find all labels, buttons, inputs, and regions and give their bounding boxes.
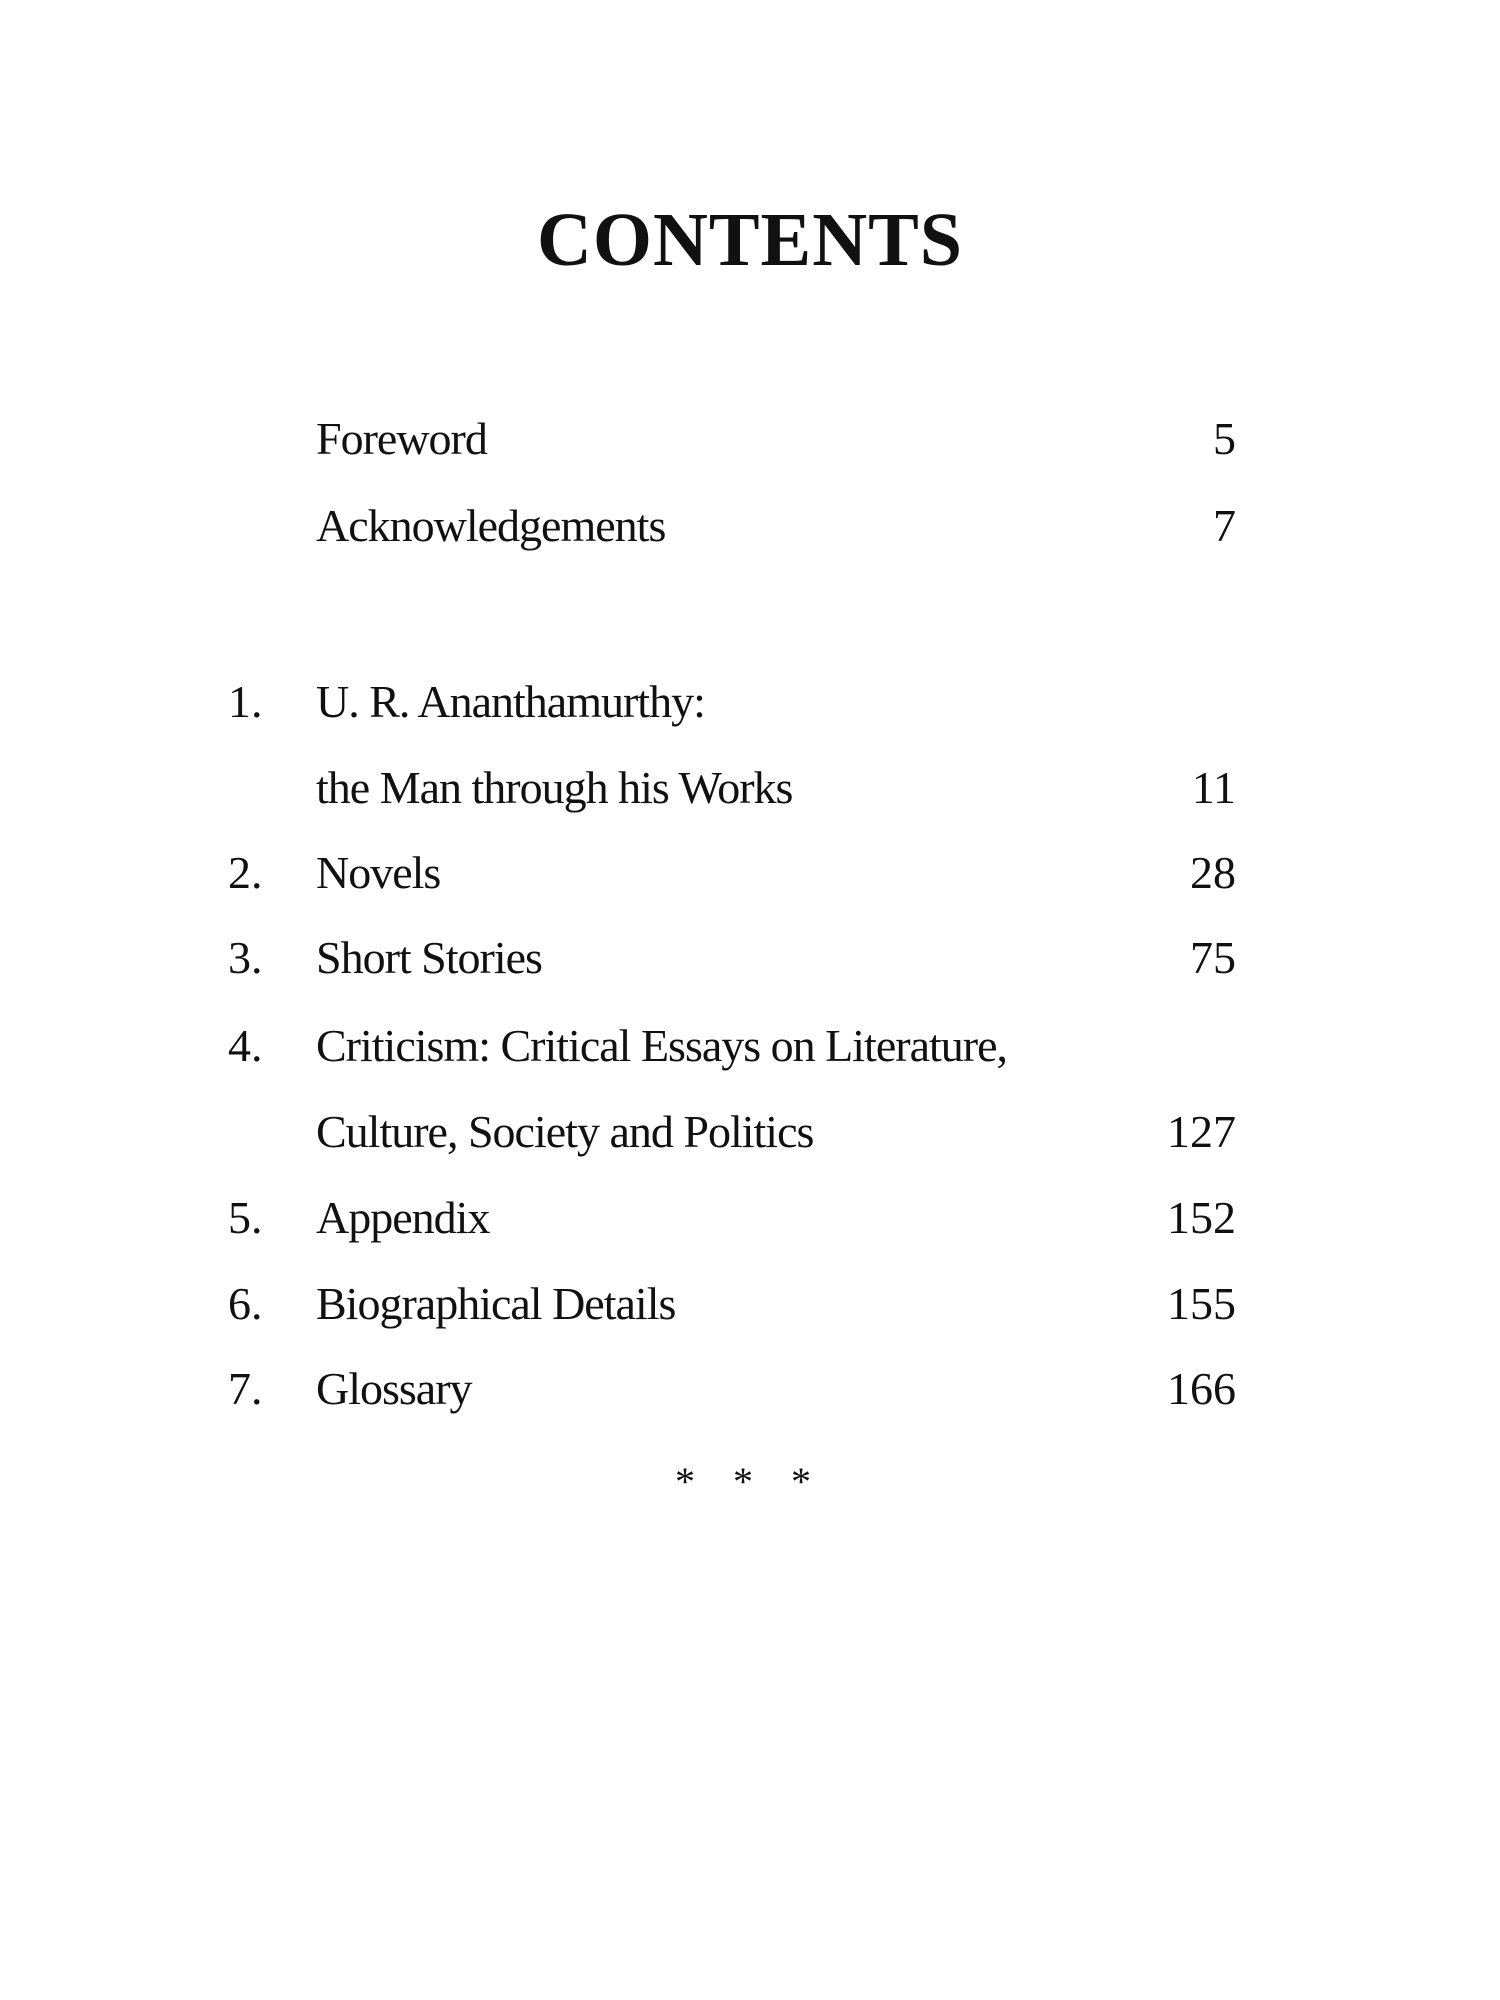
toc-chapter-title: Short Stories [316, 932, 542, 983]
toc-entry-acknowledgements-page: 7 [1213, 500, 1236, 551]
end-ornament: * * * [675, 1459, 825, 1504]
toc-chapter-page: 166 [1167, 1363, 1236, 1414]
toc-chapter-title: Biographical Details [316, 1278, 676, 1329]
toc-entry-acknowledgements-label: Acknowledgements [316, 500, 666, 551]
toc-chapter-title: Novels [316, 847, 441, 898]
toc-chapter-title [316, 676, 793, 813]
toc-chapter-page: 75 [1190, 932, 1236, 983]
toc-chapter-number: 5. [228, 1192, 263, 1243]
toc-chapter-title-line1: U. R. Ananthamurthy: [316, 676, 705, 727]
toc-chapter-title-line1: Criticism: Critical Essays on Literature, [316, 1020, 1008, 1071]
toc-chapter-number: 4. [228, 1020, 263, 1071]
toc-chapter-number: 1. [228, 676, 263, 727]
toc-chapter-page: 28 [1190, 847, 1236, 898]
toc-chapter-number: 3. [228, 932, 263, 983]
toc-chapter-title-line2: the Man through his Works [316, 762, 793, 813]
toc-chapter-page: 127 [1167, 1106, 1236, 1157]
toc-chapter-page: 11 [1191, 762, 1236, 813]
toc-chapter-title-line2: Culture, Society and Politics [316, 1106, 814, 1157]
toc-chapter-title: Glossary [316, 1363, 472, 1414]
toc-entry-foreword-label: Foreword [316, 413, 487, 464]
page-title: CONTENTS [536, 198, 964, 282]
toc-entry-foreword-page: 5 [1213, 413, 1236, 464]
toc-chapter-number: 6. [228, 1278, 263, 1329]
toc-chapter-number: 2. [228, 847, 263, 898]
toc-chapter-page: 152 [1167, 1192, 1236, 1243]
toc-chapter-title: Appendix [316, 1192, 490, 1243]
toc-chapter-page: 155 [1167, 1278, 1236, 1329]
toc-chapter-number: 7. [228, 1363, 263, 1414]
toc-chapter-title [316, 1020, 1008, 1157]
